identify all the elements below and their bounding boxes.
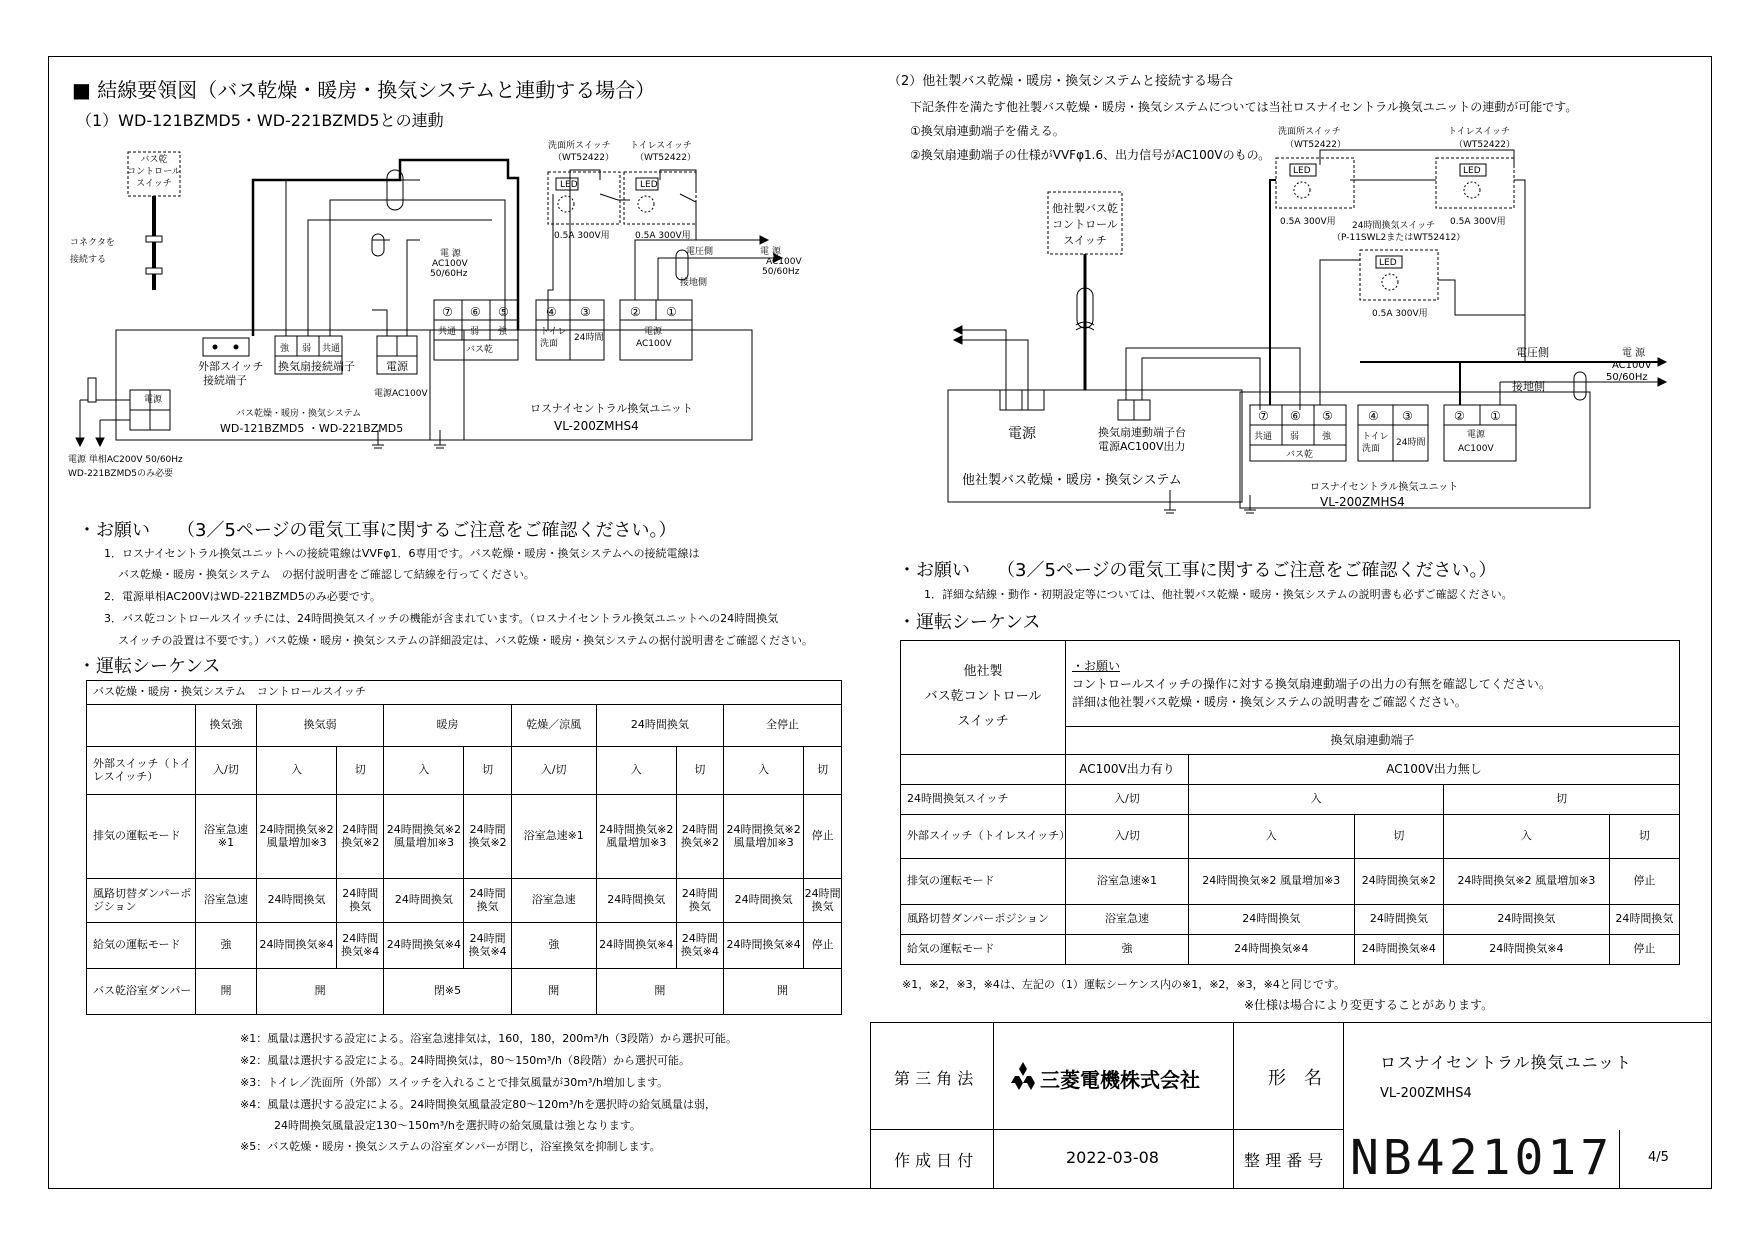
- svg-text:外部スイッチ: 外部スイッチ: [198, 360, 264, 373]
- right-note-1: ※1，※2，※3，※4は、左記の（1）運転シーケンス内の※1，※2，※3，※4と同じです。: [902, 978, 1345, 991]
- left-request-item-3: 3．バス乾コントロールスイッチには、24時間換気スイッチの機能が含まれています。（ロスナイセントラル換気ユニットへの24時間換気: [104, 612, 779, 625]
- svg-text:電源 単相AC200V 50/60Hz: 電源 単相AC200V 50/60Hz: [68, 455, 183, 465]
- svg-text:弱: 弱: [302, 344, 312, 354]
- svg-text:LED: LED: [1293, 166, 1311, 176]
- svg-text:バス乾: バス乾: [1286, 450, 1314, 460]
- svg-text:WD-121BZMD5 ・WD-221BZMD5: WD-121BZMD5 ・WD-221BZMD5: [220, 422, 404, 435]
- svg-text:トイレ: トイレ: [1362, 432, 1389, 442]
- svg-text:0.5A 300V用: 0.5A 300V用: [1450, 217, 1506, 227]
- svg-text:⑤: ⑤: [498, 305, 509, 319]
- footnote-5: ※5：バス乾燥・暖房・換気システムの浴室ダンパーが閉じ，浴室換気を抑制します。: [240, 1140, 661, 1153]
- mitsubishi-logo-icon: [1008, 1062, 1038, 1090]
- svg-text:24時間換気スイッチ: 24時間換気スイッチ: [1352, 221, 1436, 231]
- svg-text:接続する: 接続する: [70, 255, 107, 265]
- svg-text:洗面: 洗面: [1362, 444, 1381, 454]
- svg-text:トイレ: トイレ: [540, 327, 567, 337]
- footnote-1: ※1：風量は選択する設定による。浴室急速排気は，160，180，200m³/h（3段階）から選択可能。: [240, 1032, 738, 1045]
- svg-text:他社製バス乾: 他社製バス乾: [1052, 202, 1118, 215]
- svg-text:電圧側: 電圧側: [686, 247, 714, 257]
- svg-text:共通: 共通: [1254, 432, 1273, 442]
- svg-text:LED: LED: [560, 180, 578, 190]
- svg-text:（WT52422）: （WT52422）: [635, 153, 697, 163]
- svg-text:①: ①: [1490, 409, 1501, 423]
- svg-text:⑥: ⑥: [1290, 409, 1301, 423]
- svg-text:（WT52422）: （WT52422）: [553, 153, 615, 163]
- svg-text:ロスナイセントラル換気ユニット: ロスナイセントラル換気ユニット: [1310, 482, 1459, 493]
- svg-text:電圧側: 電圧側: [1516, 346, 1549, 359]
- svg-text:コントロール: コントロール: [1052, 218, 1118, 231]
- svg-text:VL-200ZMHS4: VL-200ZMHS4: [554, 419, 639, 433]
- footnote-4: ※4：風量は選択する設定による。24時間換気風量設定80～120m³/hを選択時の給気風量は弱，: [240, 1098, 717, 1111]
- svg-text:弱: 弱: [470, 327, 480, 337]
- svg-text:コネクタを: コネクタを: [70, 238, 115, 248]
- svg-text:50/60Hz: 50/60Hz: [762, 267, 800, 277]
- svg-text:0.5A 300V用: 0.5A 300V用: [554, 231, 610, 241]
- svg-text:ロスナイセントラル換気ユニット: ロスナイセントラル換気ユニット: [530, 402, 693, 415]
- right-line-2: ①換気扇連動端子を備える。: [910, 124, 1065, 138]
- svg-text:②: ②: [1454, 409, 1465, 423]
- doc-number: NB421017: [1350, 1130, 1614, 1186]
- svg-text:トイレスイッチ: トイレスイッチ: [630, 141, 692, 151]
- svg-text:WD-221BZMD5のみ必要: WD-221BZMD5のみ必要: [68, 469, 174, 479]
- svg-text:LED: LED: [1463, 166, 1481, 176]
- product-model: VL-200ZMHS4: [1380, 1086, 1472, 1101]
- right-note-2: ※仕様は場合により変更することがあります。: [1244, 998, 1494, 1012]
- svg-text:電 源: 電 源: [1622, 348, 1646, 359]
- svg-text:スイッチ: スイッチ: [136, 179, 172, 189]
- left-sequence-heading: ・運転シーケンス: [78, 656, 221, 677]
- left-wiring-diagram: [60, 140, 870, 500]
- svg-text:0.5A 300V用: 0.5A 300V用: [1280, 217, 1336, 227]
- svg-text:弱: 弱: [1290, 432, 1300, 442]
- svg-text:AC100V: AC100V: [432, 259, 468, 269]
- svg-text:他社製バス乾燥・暖房・換気システム: 他社製バス乾燥・暖房・換気システム: [962, 473, 1182, 488]
- svg-text:⑥: ⑥: [470, 305, 481, 319]
- company-name: 三菱電機株式会社: [1040, 1068, 1200, 1092]
- svg-text:バス乾: バス乾: [466, 345, 494, 355]
- svg-text:接続端子: 接続端子: [203, 374, 247, 387]
- svg-text:換気扇接続端子: 換気扇接続端子: [278, 360, 355, 373]
- svg-text:電源: 電源: [644, 327, 663, 337]
- left-request-item-3b: スイッチの設置は不要です。）バス乾燥・暖房・換気システムの詳細設定は、バス乾燥・暖房・換気システムの据付説明書をご確認ください。: [118, 634, 813, 647]
- svg-text:強: 強: [1322, 432, 1332, 442]
- svg-text:24時間: 24時間: [574, 333, 604, 343]
- svg-text:0.5A 300V用: 0.5A 300V用: [1372, 309, 1428, 319]
- svg-text:⑤: ⑤: [1322, 409, 1333, 423]
- right-title: （2）他社製バス乾燥・暖房・換気システムと接続する場合: [888, 74, 1233, 89]
- svg-text:洗面所スイッチ: 洗面所スイッチ: [1278, 127, 1341, 137]
- svg-text:強: 強: [280, 344, 290, 354]
- date-label: 作 成 日 付: [894, 1151, 974, 1170]
- svg-text:バス乾燥・暖房・換気システム: バス乾燥・暖房・換気システム: [236, 409, 362, 419]
- left-title: ■ 結線要領図（バス乾燥・暖房・換気システムと連動する場合）: [72, 78, 656, 102]
- svg-text:③: ③: [1402, 409, 1413, 423]
- right-sequence-heading: ・運転シーケンス: [898, 612, 1041, 633]
- table-title: バス乾燥・暖房・換気システム コントロールスイッチ: [87, 681, 842, 705]
- left-request-item-1: 1．ロスナイセントラル換気ユニットへの接続電線はVVFφ1．6専用です。バス乾燥・暖房・換気システムへの接続電線は: [104, 547, 700, 560]
- svg-text:50/60Hz: 50/60Hz: [1606, 372, 1648, 383]
- svg-text:③: ③: [580, 305, 591, 319]
- kind-label: 形 名: [1268, 1068, 1322, 1089]
- svg-text:24時間: 24時間: [1396, 438, 1426, 448]
- right-request-heading: ・お願い （3／5ページの電気工事に関するご注意をご確認ください。）: [898, 560, 1497, 581]
- right-request-item: 1．詳細な結線・動作・初期設定等については、他社製バス乾燥・暖房・換気システムの説明書も必ずご確認ください。: [924, 588, 1513, 601]
- svg-text:VL-200ZMHS4: VL-200ZMHS4: [1320, 495, 1405, 509]
- svg-text:0.5A 300V用: 0.5A 300V用: [635, 231, 691, 241]
- svg-text:電源: 電源: [144, 395, 163, 405]
- svg-text:②: ②: [630, 305, 641, 319]
- projection-label: 第 三 角 法: [894, 1069, 974, 1088]
- svg-text:電源: 電源: [1008, 426, 1036, 442]
- svg-text:④: ④: [546, 305, 557, 319]
- svg-text:④: ④: [1368, 409, 1379, 423]
- svg-text:AC100V: AC100V: [1458, 444, 1494, 454]
- right-sequence-table: 他社製 バス乾コントロール スイッチ ・お願い コントロールスイッチの操作に対する換気扇連動端子の出力の有無を確認してください。 詳細は他社製バス乾燥・暖房・換気システムの説明書をご確認ください。 換気扇連動端子 AC100V出力有り AC100V出力無し 24時間換気スイッチ 入/切 入 切 外部スイッチ（トイレスイッチ） 入/切 入 切 入 切 排気の運転モード 浴室急速※1 24時間換気※2 風量増加※3 24時間換気※2 24時間換気※2 風量増加※3 停止 風路切替ダンパーポジション 浴室急速 24時間換気 24時間換気 24時間換気 24時間換気 給気の運転モード 強 24時間換気※4 24時間換気※4 24時間換気※4 停止: [900, 640, 1680, 965]
- svg-text:AC100V: AC100V: [766, 257, 802, 267]
- svg-text:洗面所スイッチ: 洗面所スイッチ: [548, 141, 611, 151]
- svg-text:⑦: ⑦: [442, 305, 453, 319]
- svg-text:トイレスイッチ: トイレスイッチ: [1448, 127, 1510, 137]
- product-name: ロスナイセントラル換気ユニット: [1380, 1053, 1632, 1072]
- doc-label: 整 理 番 号: [1244, 1151, 1324, 1170]
- right-wiring-diagram: [940, 120, 1700, 520]
- svg-text:電 源: 電 源: [440, 249, 461, 259]
- svg-text:接地側: 接地側: [680, 278, 708, 288]
- left-subtitle: （1）WD-121BZMD5・WD-221BZMD5との連動: [76, 111, 444, 130]
- svg-text:LED: LED: [640, 180, 658, 190]
- footnote-4b: 24時間換気風量設定130～150m³/hを選択時の給気風量は強となります。: [274, 1119, 641, 1132]
- svg-text:AC100V: AC100V: [636, 339, 672, 349]
- svg-text:共通: 共通: [322, 344, 341, 354]
- svg-text:（P-11SWL2またはWT52412）: （P-11SWL2またはWT52412）: [1332, 233, 1466, 243]
- svg-text:バス乾: バス乾: [140, 155, 168, 165]
- left-request-item-1b: バス乾燥・暖房・換気システム の据付説明書をご確認して結線を行ってください。: [118, 568, 535, 581]
- svg-text:⑦: ⑦: [1258, 409, 1269, 423]
- footnote-2: ※2：風量は選択する設定による。24時間換気は，80～150m³/h（8段階）から選択可能。: [240, 1054, 691, 1067]
- left-sequence-table: バス乾燥・暖房・換気システム コントロールスイッチ 換気強 換気弱 暖房 乾燥／涼風 24時間換気 全停止 外部スイッチ（トイレスイッチ） 入/切 入 切 入 切 入/切 入 切 入 切 排気の運転モード 浴室急速※1 24時間換気※2 風量増加※3 24時間換気※2 24時間換気※2 風量増加※3 24時間換気※2 浴室急速※1 24時間換気※2 風量増加※3 24時間換気※2 24時間換気※2 風量増加※3 停止 風路切替ダンパーポジション 浴室急速 24時間換気 24時間換気 24時間換気 24時間換気 浴室急速 24時間換気 24時間換気 24時間換気 24時間換気 給気の運転モード 強 24時間換気※4 24時間換気※4 24時間換気※4 24時間換気※4 強 24時間換気※4 24時間換気※4 24時間換気※4 停止 バス乾浴室ダンパー 開 開 閉※5 開 開 開: [86, 680, 842, 1015]
- svg-text:共通: 共通: [438, 327, 457, 337]
- svg-text:電 源: 電 源: [760, 247, 781, 257]
- svg-text:コントロール: コントロール: [127, 167, 181, 177]
- footnote-3: ※3：トイレ／洗面所（外部）スイッチを入れることで排気風量が30m³/h増加します。: [240, 1076, 669, 1089]
- svg-text:電源AC100V: 電源AC100V: [374, 389, 428, 399]
- svg-text:電源: 電源: [1467, 430, 1486, 440]
- svg-text:AC100V: AC100V: [1612, 360, 1652, 371]
- svg-text:①: ①: [666, 305, 677, 319]
- svg-text:（WT52422）: （WT52422）: [1285, 140, 1347, 150]
- svg-text:電源: 電源: [386, 360, 408, 373]
- svg-text:（WT52422）: （WT52422）: [1454, 140, 1516, 150]
- svg-text:強: 強: [498, 327, 508, 337]
- svg-text:LED: LED: [1379, 258, 1397, 268]
- page-number: 4/5: [1648, 1150, 1669, 1165]
- svg-text:洗面: 洗面: [540, 339, 559, 349]
- svg-text:換気扇連動端子台: 換気扇連動端子台: [1098, 426, 1186, 439]
- right-line-3: ②換気扇連動端子の仕様がVVFφ1.6、出力信号がAC100Vのもの。: [910, 148, 1271, 162]
- svg-text:接地側: 接地側: [1512, 380, 1545, 393]
- svg-text:スイッチ: スイッチ: [1063, 234, 1107, 247]
- svg-text:電源AC100V出力: 電源AC100V出力: [1098, 440, 1186, 453]
- left-request-item-2: 2．電源単相AC200VはWD-221BZMD5のみ必要です。: [104, 590, 382, 603]
- creation-date: 2022-03-08: [1066, 1148, 1159, 1167]
- right-line-1: 下記条件を満たす他社製バス乾燥・暖房・換気システムについては当社ロスナイセントラル換気ユニットの連動が可能です。: [910, 100, 1578, 114]
- svg-text:50/60Hz: 50/60Hz: [430, 269, 468, 279]
- left-request-heading: ・お願い （3／5ページの電気工事に関するご注意をご確認ください。）: [78, 520, 677, 541]
